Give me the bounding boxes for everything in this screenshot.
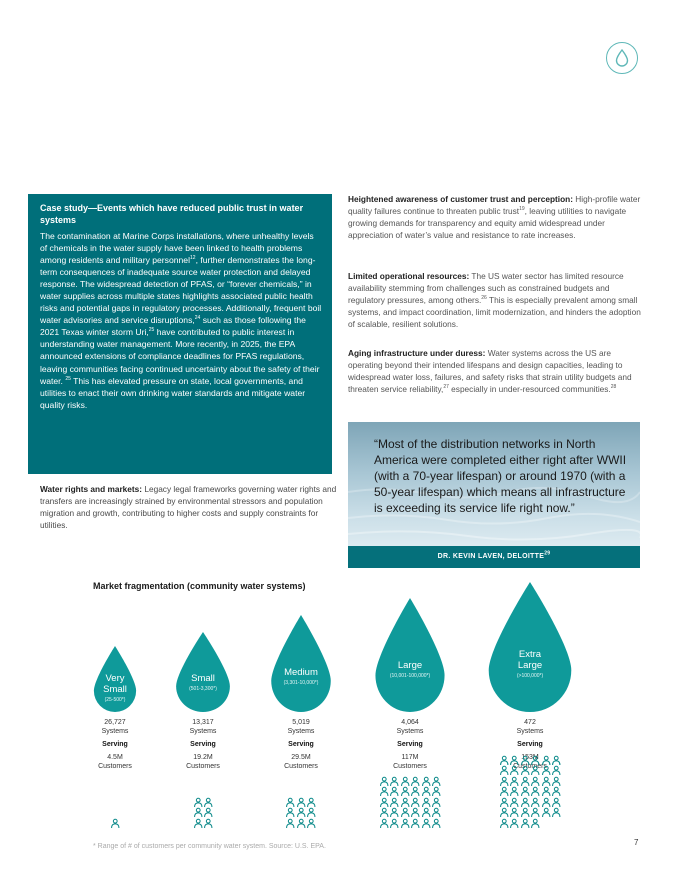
- drop-label: [365, 660, 455, 671]
- person-icon: [530, 797, 541, 808]
- person-icon: [530, 818, 541, 829]
- drop-label-line: Small: [191, 673, 215, 685]
- person-icon: [530, 765, 541, 776]
- drop-range: (3,301-10,000*): [283, 679, 319, 686]
- customers-label: Customers: [186, 763, 220, 770]
- person-icon: [306, 818, 317, 829]
- water-drop-small: [175, 632, 231, 712]
- person-icon: [509, 765, 520, 776]
- drop-label: [70, 673, 160, 695]
- person-icon: [203, 807, 214, 818]
- footnote: * Range of # of customers per community water system. Source: U.S. EPA.: [93, 843, 326, 850]
- person-icon: [110, 818, 121, 829]
- category-stats: [163, 718, 243, 771]
- drop-label: [485, 649, 575, 671]
- person-icon: [296, 797, 307, 808]
- systems-label: Systems: [287, 728, 315, 735]
- person-icon: [551, 776, 562, 787]
- drop-range: (501-3,300*): [189, 686, 217, 693]
- quote-attribution: DR. KEVIN LAVEN, DELOITTE$^{29}$: [348, 546, 640, 568]
- systems-count: 13,317: [192, 719, 214, 726]
- customers-count: 153M: [521, 754, 539, 761]
- drop-label-line: Extra: [518, 648, 542, 660]
- person-icon: [379, 797, 390, 808]
- person-icon: [285, 807, 296, 818]
- serving-label: Serving: [102, 741, 128, 748]
- people-icon-group: [193, 797, 214, 829]
- person-icon: [203, 797, 214, 808]
- person-icon: [296, 807, 307, 818]
- person-icon: [509, 797, 520, 808]
- category-stats: [370, 718, 450, 771]
- person-icon: [509, 807, 520, 818]
- person-icon: [551, 755, 562, 766]
- systems-count: 472: [524, 719, 536, 726]
- person-icon: [379, 807, 390, 818]
- person-icon: [541, 755, 552, 766]
- person-icon: [306, 807, 317, 818]
- systems-label: Systems: [189, 728, 217, 735]
- systems-count: 5,019: [292, 719, 310, 726]
- person-icon: [400, 776, 411, 787]
- category-stats: [261, 718, 341, 771]
- person-icon: [541, 765, 552, 776]
- person-icon: [551, 797, 562, 808]
- drop-label: [256, 667, 346, 678]
- person-icon: [530, 776, 541, 787]
- person-icon: [530, 807, 541, 818]
- person-icon: [421, 807, 432, 818]
- customers-label: Customers: [393, 763, 427, 770]
- case-study-body: The contamination at Marine Corps installations, where unhealthy levels of chemicals in the water supply have been linked to health problems among residents and military personnel$^{12}$, further demonstrates the long-term consequences of inadequate source water protection and delayed response. The widespread detection of PFAS, or “forever chemicals,” in water supplies across multiple states highlights associated public health risks and potential gaps in regulatory processes. Additionally, frequent boil water advisories and service disruptions,$^{24}$ such as those following the 2021 Texas winter storm Uri,$^{25}$ have contributed to public interest in understanding water management. More recently, in 2025, the EPA announced extensions of compliance deadlines for PFAS regulations, leaving communities facing continued uncertainty about the safety of their water. $^{25}$ This has elevated pressure on state, local governments, and utilities to enact their own drinking water standards and mitigate water quality risks.: [40, 231, 322, 410]
- person-icon: [389, 818, 400, 829]
- water-drop-large: [374, 598, 446, 712]
- person-icon: [203, 818, 214, 829]
- person-icon: [520, 776, 531, 787]
- person-icon: [520, 818, 531, 829]
- drop-label-line: Small: [103, 683, 127, 695]
- customers-count: 19.2M: [193, 754, 213, 761]
- customers-label: Customers: [513, 763, 547, 770]
- serving-label: Serving: [288, 741, 314, 748]
- drop-range: (25-500*): [104, 696, 126, 703]
- person-icon: [193, 818, 204, 829]
- water-drop-medium: [270, 615, 332, 712]
- person-icon: [285, 797, 296, 808]
- person-icon: [410, 786, 421, 797]
- serving-label: Serving: [397, 741, 423, 748]
- quote-panel: [348, 422, 640, 568]
- person-icon: [421, 776, 432, 787]
- customers-label: Customers: [98, 763, 132, 770]
- water-drop-logo-icon: [606, 42, 638, 74]
- person-icon: [530, 755, 541, 766]
- person-icon: [499, 807, 510, 818]
- people-icon-group: [379, 776, 442, 829]
- person-icon: [499, 786, 510, 797]
- person-icon: [431, 807, 442, 818]
- person-icon: [520, 765, 531, 776]
- case-study-box: [28, 194, 332, 474]
- systems-label: Systems: [516, 728, 544, 735]
- person-icon: [499, 776, 510, 787]
- serving-label: Serving: [517, 741, 543, 748]
- person-icon: [541, 797, 552, 808]
- person-icon: [499, 818, 510, 829]
- customer-trust-paragraph: Heightened awareness of customer trust and perception: High-profile water quality failures continue to threaten public trust$^{19}$, leaving utilities to navigate growing demands for transparency and equity amid widespread under appreciation of water’s value and resistance to rate increases.: [348, 194, 641, 240]
- person-icon: [389, 797, 400, 808]
- person-icon: [193, 807, 204, 818]
- market-fragmentation-title: Market fragmentation (community water systems): [93, 581, 306, 591]
- person-icon: [410, 807, 421, 818]
- person-icon: [400, 818, 411, 829]
- category-stats: [75, 718, 155, 771]
- person-icon: [306, 797, 317, 808]
- customers-label: Customers: [284, 763, 318, 770]
- person-icon: [285, 818, 296, 829]
- drop-label-line: Very: [105, 672, 125, 684]
- people-icon-group: [499, 755, 562, 829]
- drop-range: (10,001-100,000*): [389, 673, 431, 680]
- person-icon: [296, 818, 307, 829]
- person-icon: [530, 786, 541, 797]
- person-icon: [499, 765, 510, 776]
- person-icon: [541, 776, 552, 787]
- person-icon: [431, 797, 442, 808]
- person-icon: [520, 807, 531, 818]
- person-icon: [421, 797, 432, 808]
- water-rights-paragraph: Water rights and markets: Legacy legal frameworks governing water rights and transfers are increasingly strained by environmental stressors and population migration and growth, contributing to higher costs and supply constraints for utilities.: [40, 484, 337, 530]
- person-icon: [431, 776, 442, 787]
- person-icon: [421, 818, 432, 829]
- person-icon: [410, 776, 421, 787]
- water-drop-extra-large: [487, 582, 573, 712]
- customers-count: 4.5M: [107, 754, 123, 761]
- systems-count: 4,064: [401, 719, 419, 726]
- case-study-title: Case study—Events which have reduced public trust in water systems: [40, 203, 304, 225]
- systems-label: Systems: [101, 728, 129, 735]
- person-icon: [379, 818, 390, 829]
- person-icon: [509, 786, 520, 797]
- aging-infrastructure-paragraph: Aging infrastructure under duress: Water systems across the US are operating beyond their intended lifespans and design capacities, leading to widespread water loss, failures, and safety risks that strain utility budgets and threaten service reliability,$^{27}$ especially in under-resourced communities.$^{28}$: [348, 348, 632, 394]
- person-icon: [431, 818, 442, 829]
- person-icon: [389, 776, 400, 787]
- people-icon-group: [285, 797, 317, 829]
- serving-label: Serving: [190, 741, 216, 748]
- person-icon: [551, 786, 562, 797]
- person-icon: [400, 797, 411, 808]
- person-icon: [509, 818, 520, 829]
- person-icon: [520, 755, 531, 766]
- page-number: 7: [634, 838, 639, 847]
- person-icon: [410, 797, 421, 808]
- drop-label-line: Large: [517, 659, 543, 671]
- person-icon: [520, 797, 531, 808]
- drop-label-line: Medium: [284, 666, 318, 678]
- person-icon: [389, 786, 400, 797]
- drop-label-line: Large: [397, 660, 423, 672]
- person-icon: [193, 797, 204, 808]
- person-icon: [389, 807, 400, 818]
- systems-label: Systems: [396, 728, 424, 735]
- people-icon-group: [110, 818, 121, 829]
- person-icon: [400, 807, 411, 818]
- systems-count: 26,727: [104, 719, 126, 726]
- person-icon: [551, 807, 562, 818]
- person-icon: [431, 786, 442, 797]
- person-icon: [541, 786, 552, 797]
- drop-label: [158, 673, 248, 684]
- drop-range: (>100,000*): [516, 672, 544, 679]
- person-icon: [400, 786, 411, 797]
- person-icon: [551, 765, 562, 776]
- person-icon: [379, 786, 390, 797]
- customers-count: 117M: [401, 754, 419, 761]
- person-icon: [379, 776, 390, 787]
- operational-resources-paragraph: Limited operational resources: The US water sector has limited resource availability stemming from challenges such as constrained budgets and regulatory pressures, among others.$^{26}$ This is especially prevalent among small systems, and impact coordination, limit modernization, and hinders the adoption of scalable, resilient solutions.: [348, 271, 641, 329]
- person-icon: [520, 786, 531, 797]
- person-icon: [410, 818, 421, 829]
- person-icon: [499, 797, 510, 808]
- person-icon: [499, 755, 510, 766]
- person-icon: [421, 786, 432, 797]
- person-icon: [509, 755, 520, 766]
- quote-text: “Most of the distribution networks in North America were completed either right after WWII (with a 70-year lifespan) or around 1970 (with a 50-year lifespan) which means all infrastructure is exceeding its service life right now.”: [374, 437, 627, 515]
- customers-count: 29.5M: [291, 754, 311, 761]
- person-icon: [541, 807, 552, 818]
- person-icon: [509, 776, 520, 787]
